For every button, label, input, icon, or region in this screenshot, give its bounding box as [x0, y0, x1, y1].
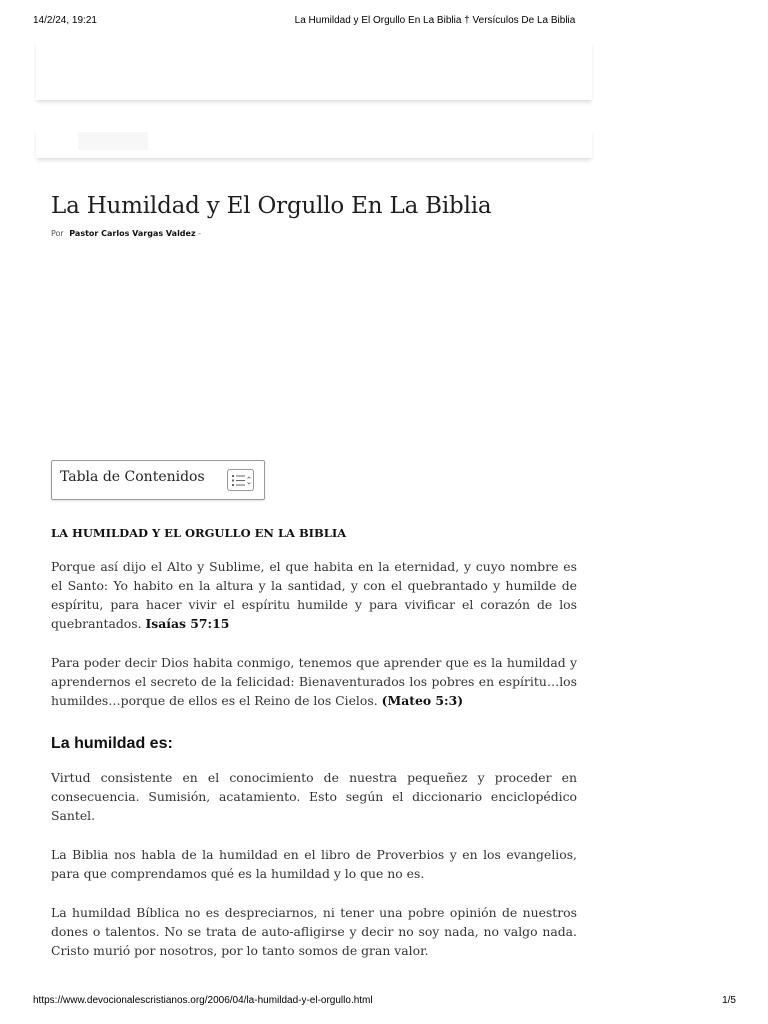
verse-reference-2: (Mateo 5:3)	[381, 693, 464, 708]
paragraph-1	[51, 557, 577, 633]
byline-prefix: Por	[51, 229, 64, 238]
section-heading: LA HUMILDAD Y EL ORGULLO EN LA BIBLIA	[51, 526, 347, 540]
toc-toggle-button[interactable]	[227, 469, 254, 491]
toc-label: Tabla de Contenidos	[60, 469, 205, 485]
print-title: La Humildad y El Orgullo En La Biblia † Versículos De La Biblia	[294, 15, 576, 26]
paragraph-2-text: Para poder decir Dios habita conmigo, tenemos que aprender que es la humildad y aprendernos el secreto de la felicidad: Bienaventurados los pobres en espíritu…los humildes…porque de ellos es el Reino de los Cielos.	[51, 655, 577, 708]
article-title: La Humildad y El Orgullo En La Biblia	[51, 193, 492, 219]
print-date: 14/2/24, 19:21	[33, 15, 97, 26]
print-footer	[0, 995, 768, 1009]
paragraph-5: La humildad Bíblica no es despreciarnos, ni tener una pobre opinión de nuestros dones o talentos. No se trata de auto-afligirse y decir no soy nada, no valgo nada. Cristo murió por nosotros, por lo tanto somos de gran valor.	[51, 905, 577, 958]
subheading: La humildad es:	[51, 735, 173, 752]
table-of-contents	[51, 460, 265, 500]
author-link[interactable]: Pastor Carlos Vargas Valdez	[69, 229, 196, 238]
byline	[51, 229, 201, 238]
verse-reference-1: Isaías 57:15	[145, 616, 230, 631]
byline-suffix: -	[198, 229, 202, 238]
paragraph-3: Virtud consistente en el conocimiento de nuestra pequeñez y proceder en consecuencia. Sumisión, acatamiento. Esto según el diccionario enciclopédico Santel.	[51, 770, 577, 823]
list-toggle-icon	[231, 474, 251, 487]
paragraph-4: La Biblia nos habla de la humildad en el libro de Proverbios y en los evangelios, para que comprendamos qué es la humildad y lo que no es.	[51, 847, 577, 881]
site-nav-bar	[36, 128, 592, 158]
paragraph-1-text: Porque así dijo el Alto y Sublime, el que habita en la eternidad, y cuyo nombre es el Santo: Yo habito en la altura y la santidad, y con el quebrantado y humilde de espíritu, para hacer vivir el espíritu humilde y para vivificar el corazón de los quebrantados.	[51, 559, 577, 631]
nav-placeholder	[78, 132, 148, 150]
paragraph-2	[51, 653, 577, 710]
print-header	[0, 15, 768, 29]
article-body	[51, 524, 577, 960]
print-page-number: 1/5	[722, 995, 736, 1006]
site-header-bar	[36, 40, 592, 100]
print-url: https://www.devocionalescristianos.org/2006/04/la-humildad-y-el-orgullo.html	[33, 995, 373, 1006]
